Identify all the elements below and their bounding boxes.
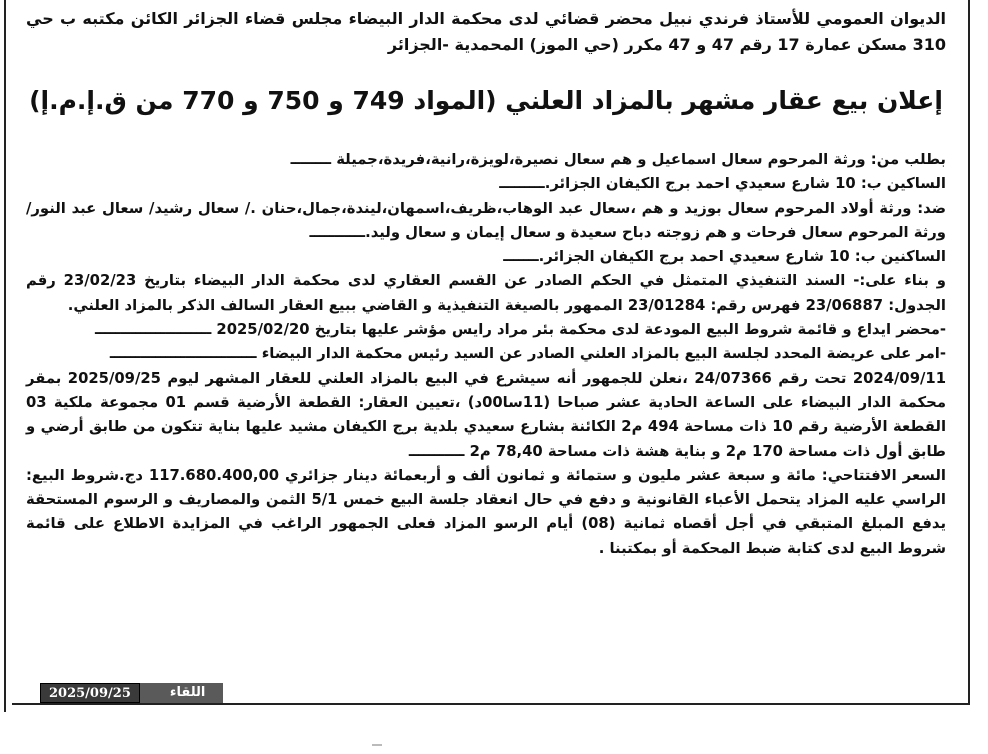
left-column-rule [4,0,6,712]
notice-body [26,148,946,561]
court-order-paragraph: -امر على عريضة المحدد لجلسة البيع بالمزاد العلني الصادر عن السيد رئيس محكمة الدار البيضاء ـــــــــــــــــــــــــــــ [109,345,946,363]
notice-title: إعلان بيع عقار مشهر بالمزاد العلني (المواد 749 و 750 و 770 من ق.إ.م.إ) [29,86,943,115]
legal-notice [12,0,970,705]
newspaper-name: اللقاء [140,683,224,703]
plaintiffs-paragraph: بطلب من: ورثة المرحوم سعال اسماعيل و هم سعال نصيرة،لويزة،رانية،فريدة،جميلة ــــــــ [290,151,946,168]
price-and-conditions-paragraph: السعر الافتتاحي: مائة و سبعة عشر مليون و ستمائة و ثمانون ألف و أربعمائة دينار جزائري 117.680.400,00 دج.شروط البيع: الراسي عليه المزاد يتحمل الأعباء القانونية و دفع في حال انعقاد جلسة البيع خمس 5/1 الثمن والمصاريف و الرسوم المستحقة يدفع المبلغ المتبقي في أجل أقصاه ثمانية (08) أيام الرسو المزاد فعلى الجمهور الراغب في المزايدة الاطلاع على قائمة شروط البيع لدى كتابة ضبط المحكمة أو بمكتبنا . [26,466,947,557]
deposit-paragraph: -محضر ايداع و قائمة شروط البيع المودعة لدى محكمة بئر مراد رايس مؤشر عليها بتاريخ 2025/02/20 ـــــــــــــــــــــــ [94,321,946,339]
defendants-paragraph: ضد: ورثة أولاد المرحوم سعال بوزيد و هم ،سعال عبد الوهاب،ظريف،اسمهان،ليندة،جمال،حنان ./ سعال رشيد/ سعال عبد النور/ ورثة المرحوم سعال فرحات و هم زوجته دباح سعيدة و سعال إيمان و سعال وليد.ـــــــــــ [26,199,946,241]
defendants-address: الساكنين ب: 10 شارع سعيدي احمد برج الكيفان الجزائر.ـــــــ [503,248,946,266]
auction-details-paragraph: 2024/09/11 تحت رقم 24/07366 ،نعلن للجمهور أنه سيشرع في البيع بالمزاد العلني للعقار المشهر ليوم 2025/09/25 بمقر محكمة الدار البيضاء على الساعة الحادية عشر صباحا (11سا00د) ،تعيين العقار: القطعة الأرضية قسم 01 مجموعة ملكية 03 القطعة الأرضية رقم 10 ذات مساحة 494 م2 الكائنة بشارع سعيدي بلدية برج الكيفان مشيد عليها بناية تتكون من طابق أرضي و طابق أول ذات مساحة 170 م2 و بناية هشة ذات مساحة 78,40 م2 ـــــــــــ [26,369,947,460]
publication-date: 2025/09/25 [40,683,140,703]
executive-title-paragraph: و بناء على:- السند التنفيذي المتمثل في الحكم الصادر عن القسم العقاري لدى محكمة الدار البيضاء بتاريخ 23/02/23 رقم الجدول: 23/06887 فهرس رقم: 23/01284 الممهور بالصيغة التنفيذية و القاضي ببيع العقار السالف الذكر بالمزاد العلني. [26,272,947,314]
publication-footer [40,683,227,703]
bailiff-office-header: الديوان العمومي للأستاذ فرندي نبيل محضر قضائي لدى محكمة الدار البيضاء مجلس قضاء الجزائر الكائن مكتبه ب حي 310 مسكن عمارة 17 رقم 47 و 47 مكرر (حي الموز) المحمدية -الجزائر [26,9,946,54]
plaintiffs-address: الساكين ب: 10 شارع سعيدي احمد برج الكيفان الجزائر.ـــــــــ [499,175,946,193]
scan-mark [372,744,382,746]
